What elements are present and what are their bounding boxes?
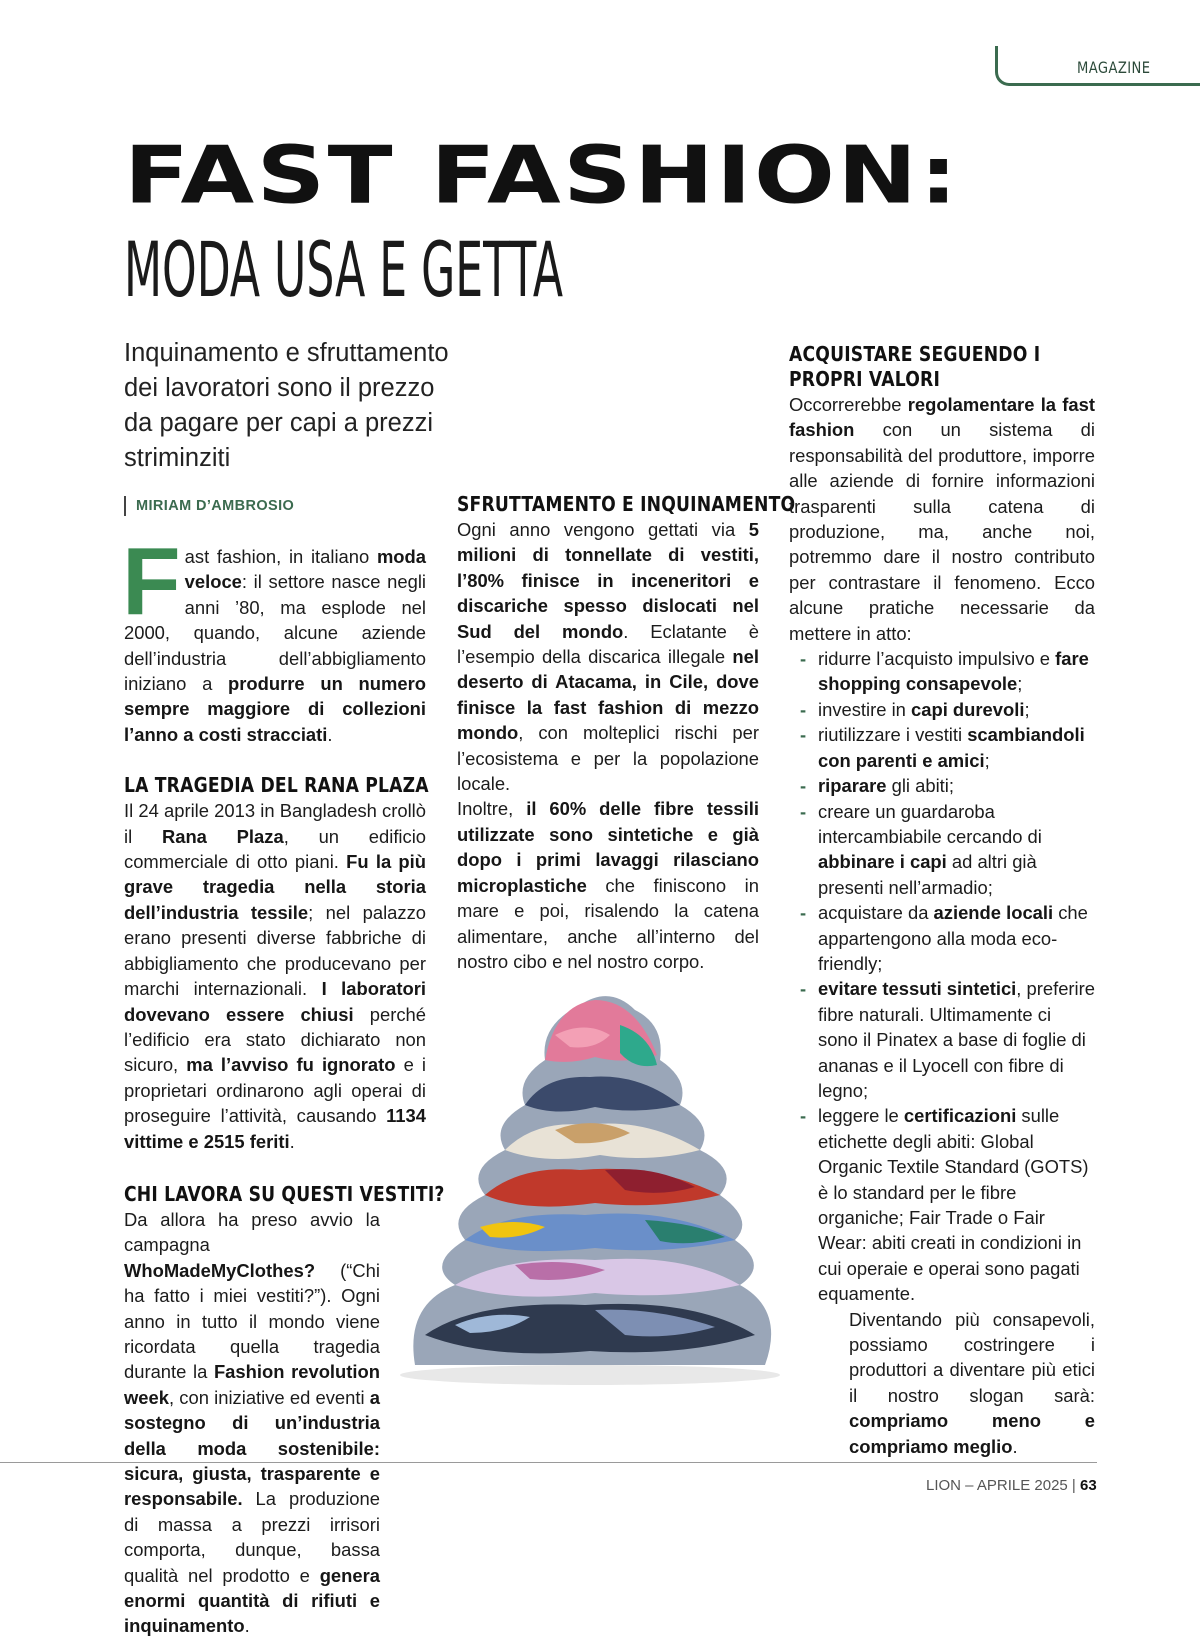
item-text: , preferire fibre naturali. Ultimamente ci sono il Pinatex a base di foglie di ananas e il Lyocell con fibre di legno; bbox=[818, 978, 1095, 1101]
chi-text-3: , con iniziative ed eventi bbox=[169, 1386, 370, 1408]
rana-text-2: , un edificio commerciale di otto piani. bbox=[124, 825, 427, 873]
sfrut-bold-2: nel deserto di Atacama, in Cile, dove finisce la fast fashion di mezzo mondo bbox=[457, 646, 759, 744]
valori-text-1: Occorrerebbe bbox=[789, 394, 908, 415]
sfrut-bold-3: il 60% delle fibre tessili utilizzate sono sintetiche e già dopo i primi lavaggi rilasciano microplastiche bbox=[457, 798, 759, 896]
chi-paragraph bbox=[124, 1207, 380, 1639]
intro-text-1: ast fashion, in italiano bbox=[184, 546, 377, 567]
heading-sfruttamento: SFRUTTAMENTO E INQUINAMENTO bbox=[457, 492, 796, 516]
chi-bold-3: a sostegno di un’industria della moda sostenibile: sicura, giusta, trasparente e responsabile. bbox=[124, 1386, 380, 1510]
chi-text-2: (“Chi ha fatto i miei vestiti?”). Ogni anno in tutto il mondo viene ricordata quella tragedia durante la bbox=[124, 1259, 380, 1383]
rana-text-6: . bbox=[289, 1130, 295, 1152]
heading-rana-plaza: LA TRAGEDIA DEL RANA PLAZA bbox=[124, 773, 429, 798]
sfrut-text-2: . Eclatante è l’esempio della discarica illegale bbox=[457, 620, 759, 668]
sfrut-text-5: che finiscono in mare e poi, risalendo la catena alimentare, anche all’interno del nostro cibo e nel nostro corpo. bbox=[457, 874, 759, 972]
intro-text-2: : il settore nasce negli anni ’80, ma esplode nel 2000, quando, alcune aziende dell’industria dell’abbigliamento iniziano a bbox=[124, 571, 426, 695]
page-number: 63 bbox=[1080, 1477, 1097, 1494]
list-item bbox=[789, 646, 1095, 697]
heading-valori: ACQUISTARE SEGUENDO I PROPRI VALORI bbox=[789, 342, 1041, 391]
item-bold: evitare tessuti sintetici bbox=[818, 978, 1017, 1000]
intro-bold-1: moda veloce bbox=[184, 546, 426, 593]
rana-text-4: perché l’edificio era stato dichiarato non sicuro, bbox=[124, 1003, 426, 1076]
item-text: acquistare da bbox=[818, 902, 934, 924]
closing-text-2: . bbox=[1012, 1435, 1018, 1457]
closing-bold-1: compriamo meno e compriamo meglio bbox=[849, 1410, 1095, 1457]
item-bold: riparare bbox=[818, 775, 887, 797]
list-item bbox=[789, 697, 1095, 722]
author-byline: MIRIAM D’AMBROSIO bbox=[124, 496, 294, 516]
rana-text-5: e i proprietari ordinarono agli operai di proseguire l’attività, causando bbox=[124, 1054, 426, 1127]
chi-text-4: La produzione di massa a prezzi irrisori comporta, dunque, bassa qualità nel prodotto e bbox=[124, 1488, 380, 1586]
rana-bold-3: I laboratori dovevano essere chiusi bbox=[124, 978, 426, 1025]
chi-text-5: . bbox=[244, 1615, 250, 1637]
page-footer bbox=[926, 1477, 1097, 1494]
sfrut-text-1: Ogni anno vengono gettati via bbox=[457, 519, 749, 540]
heading-chi-lavora: CHI LAVORA SU QUESTI VESTITI? bbox=[124, 1181, 445, 1206]
list-item bbox=[789, 773, 1095, 798]
list-item bbox=[789, 1103, 1095, 1306]
list-item bbox=[789, 799, 1095, 901]
sfrut-text-4: Inoltre, bbox=[457, 798, 527, 820]
item-bold: certificazioni bbox=[903, 1105, 1017, 1127]
section-tab-label: MAGAZINE bbox=[1077, 58, 1151, 77]
chi-bold-2: Fashion revolution week bbox=[124, 1361, 380, 1408]
sfruttamento-paragraph-2 bbox=[457, 796, 759, 974]
item-text: ridurre l’acquisto impulsivo e bbox=[818, 648, 1056, 670]
sfrut-bold-1: 5 milioni di tonnellate di vestiti, l’80% finisce in inceneritori e discariche spesso dislocati nel Sud del mondo bbox=[457, 519, 759, 642]
item-text: gli abiti; bbox=[886, 775, 954, 797]
item-text: creare un guardaroba intercambiabile cercando di bbox=[818, 800, 1042, 847]
rana-bold-5: 1134 vittime e 2515 feriti bbox=[124, 1105, 426, 1152]
item-text: ; bbox=[1024, 698, 1030, 720]
item-bold: scambiandoli con parenti e amici bbox=[818, 724, 1085, 771]
rana-bold-4: ma l’avviso fu ignorato bbox=[186, 1054, 396, 1076]
rana-bold-2: Fu la più grave tragedia nella storia dell’industria tessile bbox=[124, 851, 426, 923]
footer-publication: LION – APRILE 2025 | bbox=[926, 1477, 1076, 1494]
practices-list bbox=[789, 646, 1095, 1307]
item-bold: aziende locali bbox=[933, 902, 1054, 924]
list-item bbox=[789, 900, 1095, 976]
closing-paragraph bbox=[789, 1307, 1095, 1459]
intro-paragraph bbox=[122, 528, 427, 747]
intro-text-3: . bbox=[327, 723, 333, 745]
rana-paragraph bbox=[124, 798, 426, 1154]
item-text: ; bbox=[1017, 673, 1023, 695]
intro-bold-2: produrre un numero sempre maggiore di collezioni l’anno a costi stracciati bbox=[124, 673, 427, 745]
item-text: ad altri già presenti nell’armadio; bbox=[818, 851, 1037, 898]
valori-text-2: con un sistema di responsabilità del produttore, imporre alle aziende di fornire informazioni trasparenti sulla catena di produzione, ma, anche noi, potremmo dare il nostro contributo per contrastare il fenomeno. Ecco alcune pratiche necessarie da mettere in atto: bbox=[789, 419, 1095, 644]
clothes-pile-image bbox=[395, 965, 785, 1385]
column-3 bbox=[789, 342, 1095, 1459]
rana-text-3: ; nel palazzo erano presenti diverse fabbriche di abbigliamento che producevano per marchi internazionali. bbox=[124, 901, 426, 1000]
valori-paragraph bbox=[789, 392, 1095, 646]
article-subtitle: MODA USA E GETTA bbox=[124, 225, 563, 314]
item-bold: abbinare i capi bbox=[818, 851, 947, 873]
item-text: riutilizzare i vestiti bbox=[818, 724, 968, 746]
column-1 bbox=[122, 528, 445, 1639]
standfirst: Inquinamento e sfruttamento dei lavoratori sono il prezzo da pagare per capi a prezzi striminziti bbox=[124, 339, 449, 472]
chi-bold-1: WhoMadeMyClothes? bbox=[124, 1259, 316, 1281]
item-text: sulle etichette degli abiti: Global Organic Textile Standard (GOTS) è lo standard per le fibre organiche; Fair Trade o Fair Wear: abiti creati in condizioni in cui operaie e operai sono pagati equamente. bbox=[818, 1105, 1089, 1305]
list-item bbox=[789, 722, 1095, 773]
sfrut-text-3: , con molteplici rischi per l’ecosistema e per la popolazione locale. bbox=[457, 722, 759, 795]
valori-bold-1: regolamentare la fast fashion bbox=[789, 394, 1095, 441]
rana-text-1: Il 24 aprile 2013 in Bangladesh crollò il bbox=[124, 800, 426, 847]
item-text: leggere le bbox=[818, 1105, 904, 1127]
chi-bold-4: genera enormi quantità di rifiuti e inquinamento bbox=[124, 1564, 380, 1637]
item-text: che appartengono alla moda eco-friendly; bbox=[818, 902, 1088, 974]
item-text: investire in bbox=[818, 698, 912, 720]
item-bold: capi durevoli bbox=[911, 698, 1025, 720]
closing-text-1: Diventando più consapevoli, possiamo costringere i produttori a diventare più etici il nostro slogan sarà: bbox=[849, 1308, 1095, 1406]
sfruttamento-paragraph-1 bbox=[457, 517, 759, 796]
article-title: FAST FASHION: bbox=[124, 129, 960, 222]
item-text: ; bbox=[984, 749, 990, 771]
chi-text-1: Da allora ha preso avvio la campagna bbox=[124, 1208, 380, 1256]
dropcap: F bbox=[122, 528, 181, 635]
footer-rule bbox=[0, 1462, 1097, 1463]
item-bold: fare shopping consapevole bbox=[818, 648, 1089, 695]
rana-bold-1: Rana Plaza bbox=[161, 825, 284, 847]
column-2 bbox=[457, 492, 796, 974]
list-item bbox=[789, 976, 1095, 1103]
